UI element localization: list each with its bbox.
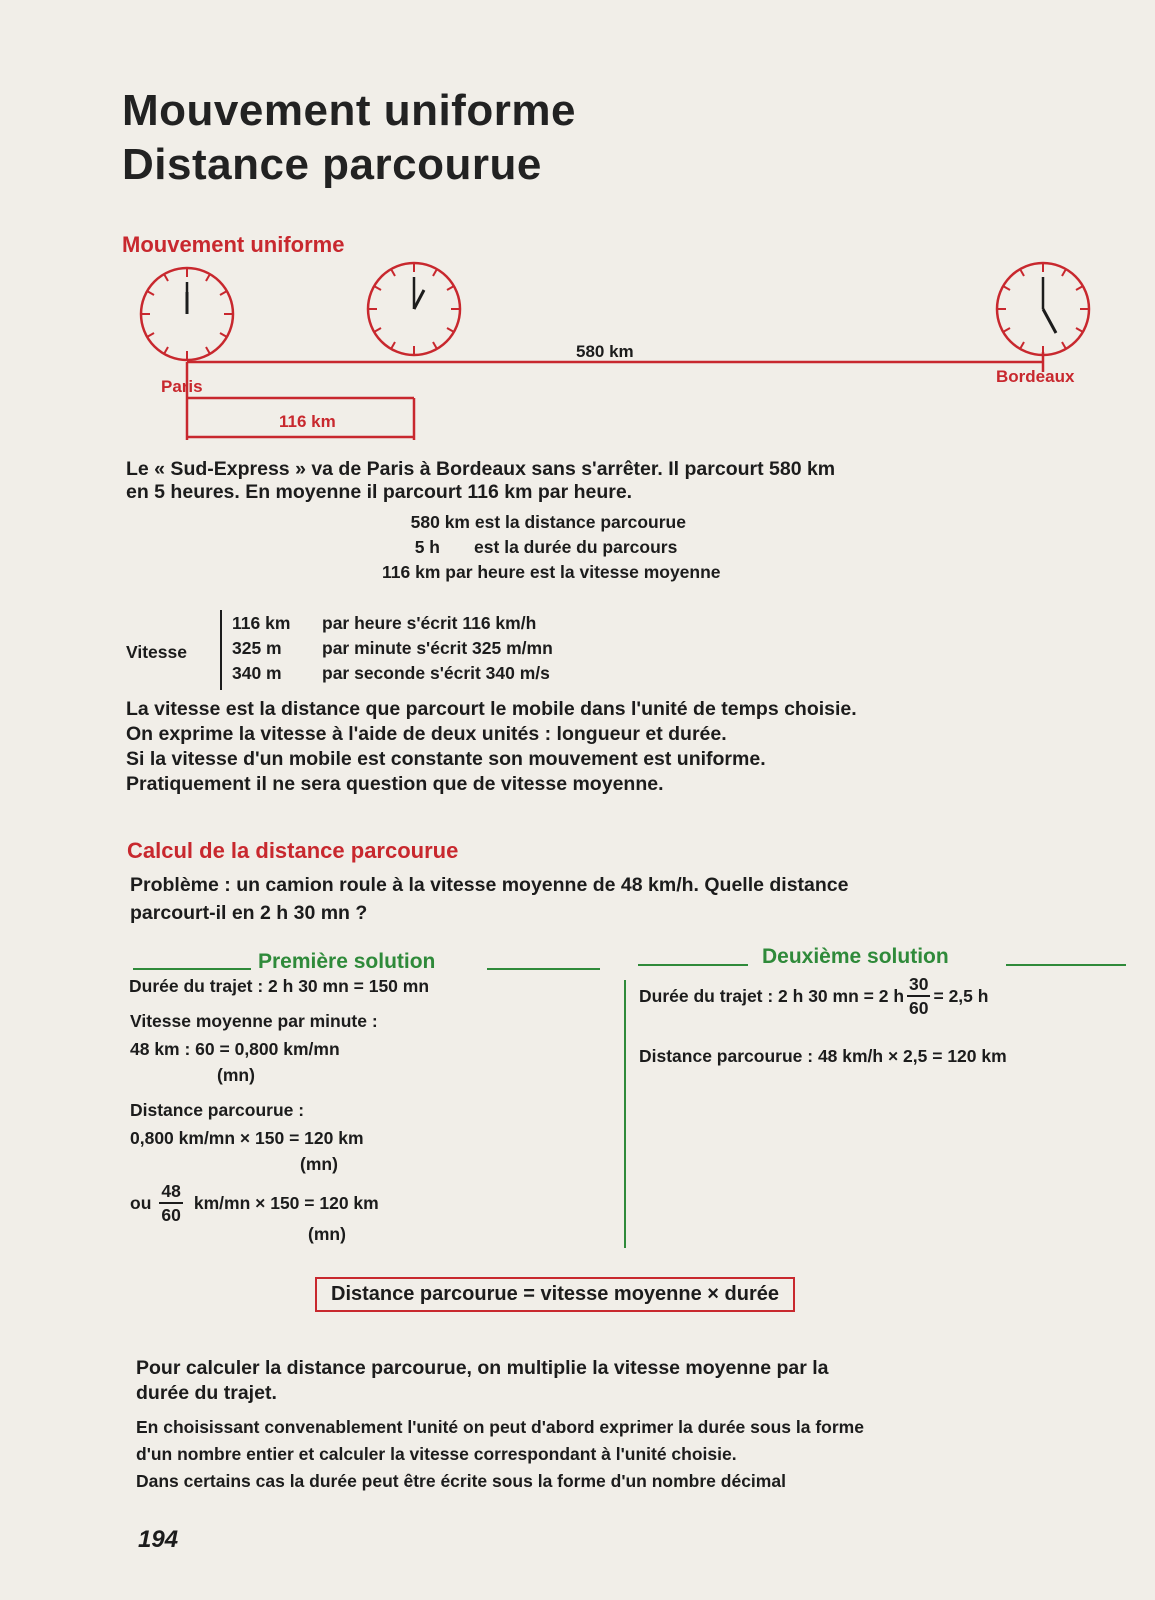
sol1-rule-left (133, 968, 251, 970)
sol1-unit-3: (mn) (308, 1224, 346, 1244)
sol1-alt-calc: km/mn × 150 = 120 km (193, 1192, 379, 1213)
sol1-rule-right (487, 968, 600, 970)
clock-one-hour-icon (368, 263, 460, 355)
page-number: 194 (138, 1526, 179, 1553)
ou-label: ou (130, 1192, 152, 1213)
speed-table (232, 611, 553, 686)
total-distance-label: 580 km (576, 342, 634, 361)
speed-row: 116 km par heure s'écrit 116 km/h (232, 613, 537, 633)
rule-line-1: Pour calculer la distance parcourue, on multiplie la vitesse moyenne par la (136, 1357, 829, 1379)
fraction-denominator: 60 (161, 1205, 181, 1225)
sol1-distance-label: Distance parcourue : (130, 1100, 305, 1120)
sol2-duree-post: = 2,5 h (933, 985, 989, 1006)
speed-label: Vitesse (126, 642, 187, 662)
intro-line-1: Le « Sud-Express » va de Paris à Bordeaux sans s'arrêter. Il parcourt 580 km (126, 458, 836, 480)
conclusion-line: La vitesse est la distance que parcourt le mobile dans l'unité de temps choisie. (126, 698, 857, 720)
problem-line-2: parcourt-il en 2 h 30 mn ? (130, 902, 368, 924)
sol1-alternative (130, 1180, 379, 1226)
sol2-duree-pre: Durée du trajet : 2 h 30 mn = 2 h (639, 985, 905, 1006)
note-line: d'un nombre entier et calculer la vitesse correspondant à l'unité choisie. (136, 1444, 737, 1464)
solution-2-heading: Deuxième solution (762, 945, 949, 968)
definition-row: 580 km est la distance parcourue (410, 512, 686, 532)
fraction-numerator: 48 (159, 1180, 182, 1204)
definition-list (382, 510, 721, 585)
sol2-distance-calc: Distance parcourue : 48 km/h × 2,5 = 120 km (639, 1046, 1007, 1066)
sol1-duree: Durée du trajet : 2 h 30 mn = 150 mn (129, 976, 430, 996)
page-title-line2: Distance parcourue (122, 140, 542, 189)
fraction-48-60 (159, 1180, 182, 1226)
solution-1-heading: Première solution (258, 950, 436, 973)
speed-row: 340 m par seconde s'écrit 340 m/s (232, 663, 550, 683)
origin-label: Paris (161, 377, 203, 396)
page-title-line1: Mouvement uniforme (122, 86, 576, 135)
section-heading-mouvement: Mouvement uniforme (122, 232, 345, 257)
partial-distance-label: 116 km (279, 412, 336, 431)
speed-row: 325 m par minute s'écrit 325 m/mn (232, 638, 553, 658)
problem-line-1: Problème : un camion roule à la vitesse moyenne de 48 km/h. Quelle distance (130, 874, 849, 896)
sol2-rule-left (638, 964, 748, 966)
formula-box: Distance parcourue = vitesse moyenne × durée (315, 1277, 795, 1312)
clock-bordeaux-icon (997, 263, 1089, 355)
fraction-denominator: 60 (909, 998, 929, 1018)
sol2-rule-right (1006, 964, 1126, 966)
note-line: Dans certains cas la durée peut être écrite sous la forme d'un nombre décimal (136, 1471, 786, 1491)
sol1-unit-2: (mn) (300, 1154, 338, 1174)
notes-paragraph (136, 1414, 864, 1495)
sol1-vitesse-label: Vitesse moyenne par minute : (130, 1011, 378, 1031)
clock-paris-icon (141, 268, 233, 360)
note-line: En choisissant convenablement l'unité on peut d'abord exprimer la durée sous la forme (136, 1417, 864, 1437)
fraction-numerator: 30 (907, 973, 930, 997)
speed-brace (220, 610, 222, 690)
conclusion-line: Pratiquement il ne sera question que de vitesse moyenne. (126, 773, 664, 795)
sol2-duree (639, 973, 988, 1019)
section-heading-calcul: Calcul de la distance parcourue (127, 838, 459, 863)
conclusion-line: On exprime la vitesse à l'aide de deux unités : longueur et durée. (126, 723, 727, 745)
definition-row: 116 km par heure est la vitesse moyenne (382, 562, 721, 582)
rule-line-2: durée du trajet. (136, 1382, 277, 1404)
fraction-30-60 (907, 973, 930, 1019)
sol1-unit: (mn) (217, 1065, 255, 1085)
destination-label: Bordeaux (996, 367, 1075, 386)
conclusion-line: Si la vitesse d'un mobile est constante son mouvement est uniforme. (126, 748, 766, 770)
intro-line-2: en 5 heures. En moyenne il parcourt 116 km par heure. (126, 481, 633, 503)
definition-row: 5 h est la durée du parcours (414, 537, 678, 557)
conclusion-paragraph (126, 697, 857, 797)
solutions-divider (624, 980, 626, 1248)
sol1-distance-calc: 0,800 km/mn × 150 = 120 km (130, 1128, 364, 1148)
sol1-vitesse-calc: 48 km : 60 = 0,800 km/mn (130, 1039, 340, 1059)
